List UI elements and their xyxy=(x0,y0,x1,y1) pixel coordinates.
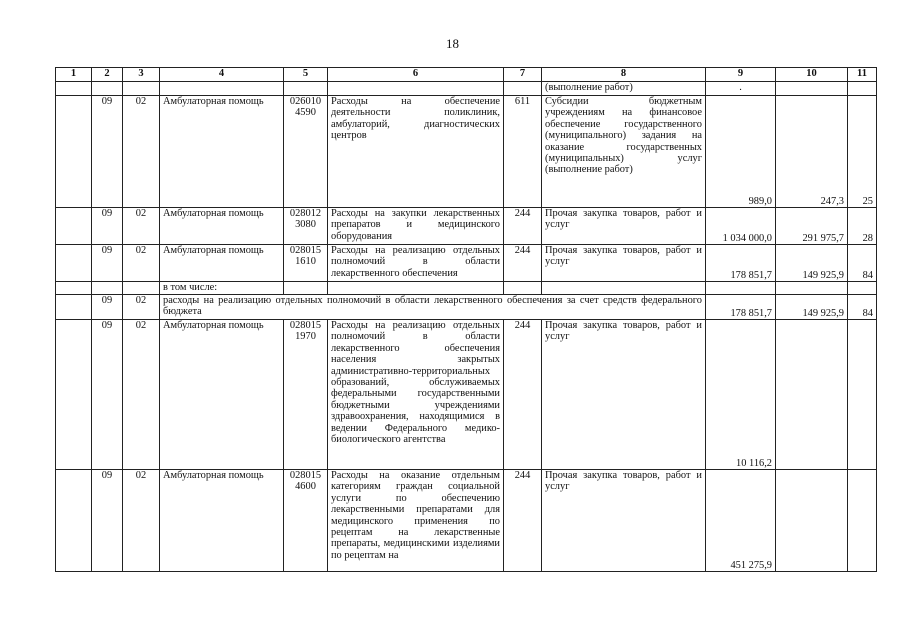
cell-name: Амбулаторная помощь xyxy=(160,320,284,470)
cell-description: Расходы на закупки лекарственных препаратов и медицинского оборудования xyxy=(328,208,504,245)
cell-name: Амбулаторная помощь xyxy=(160,208,284,245)
cell-amount: . xyxy=(706,82,776,96)
cell-name: Амбулаторная помощь xyxy=(160,245,284,282)
cell-expense-code: 611 xyxy=(504,96,542,208)
cell-subsection: 02 xyxy=(123,245,160,282)
budget-table xyxy=(55,67,877,572)
col-header: 4 xyxy=(160,68,284,82)
cell-section: 09 xyxy=(92,320,123,470)
table-row xyxy=(56,295,877,320)
cell-expense-code: 244 xyxy=(504,208,542,245)
cell-amount-actual xyxy=(776,470,848,572)
cell-amount-actual xyxy=(776,320,848,470)
col-header: 9 xyxy=(706,68,776,82)
cell-percent xyxy=(848,320,877,470)
cell-subsection: 02 xyxy=(123,295,160,320)
cell-description: Расходы на реализацию отдельных полномочий в области лекарственного обеспечения населения закрытых административно-территориальных образований, обслуживаемых федеральными государственными бюджетными учреждениями здравоохранения, находящимися в ведении Федерального медико-биологического агентства xyxy=(328,320,504,470)
cell-subsection: 02 xyxy=(123,96,160,208)
cell-name: Амбулаторная помощь xyxy=(160,96,284,208)
cell-expense-type: (выполнение работ) xyxy=(542,82,706,96)
cell-subsection: 02 xyxy=(123,208,160,245)
cell-section: 09 xyxy=(92,245,123,282)
cell-expense-code: 244 xyxy=(504,245,542,282)
cell-percent: 28 xyxy=(848,208,877,245)
including-label: в том числе: xyxy=(160,282,284,295)
cell-target-code: 028015 4600 xyxy=(284,470,328,572)
cell-section: 09 xyxy=(92,470,123,572)
cell-description: Расходы на оказание отдельным категориям граждан социальной услуги по обеспечению лекарственными препаратами для медицинского применения по рецептам на лекарственные препараты, медицинскими изделиями по рецептам на xyxy=(328,470,504,572)
cell-amount-actual: 149 925,9 xyxy=(776,295,848,320)
cell-expense-type: Прочая закупка товаров, работ и услуг xyxy=(542,245,706,282)
cell-amount-plan: 178 851,7 xyxy=(706,245,776,282)
cell-name: Амбулаторная помощь xyxy=(160,470,284,572)
col-header: 3 xyxy=(123,68,160,82)
cell-amount-plan: 178 851,7 xyxy=(706,295,776,320)
header-row xyxy=(56,68,877,82)
cell-expense-code: 244 xyxy=(504,470,542,572)
cell-description: Расходы на обеспечение деятельности поликлиник, амбулаторий, диагностических центров xyxy=(328,96,504,208)
cell-expense-type: Прочая закупка товаров, работ и услуг xyxy=(542,208,706,245)
table-row xyxy=(56,282,877,295)
col-header: 6 xyxy=(328,68,504,82)
col-header: 7 xyxy=(504,68,542,82)
col-header: 10 xyxy=(776,68,848,82)
cell-target-code: 028015 1610 xyxy=(284,245,328,282)
table-row xyxy=(56,320,877,470)
cell-expense-code: 244 xyxy=(504,320,542,470)
page-number: 18 xyxy=(446,36,459,51)
cell-section: 09 xyxy=(92,295,123,320)
col-header: 5 xyxy=(284,68,328,82)
cell-section: 09 xyxy=(92,208,123,245)
cell-subsection: 02 xyxy=(123,470,160,572)
cell-amount-plan: 989,0 xyxy=(706,96,776,208)
cell-description: Расходы на реализацию отдельных полномочий в области лекарственного обеспечения xyxy=(328,245,504,282)
cell-amount-plan: 451 275,9 xyxy=(706,470,776,572)
cell-expense-type: Прочая закупка товаров, работ и услуг xyxy=(542,320,706,470)
cell-target-code: 028012 3080 xyxy=(284,208,328,245)
cell-subsection: 02 xyxy=(123,320,160,470)
cell-percent: 25 xyxy=(848,96,877,208)
cell-target-code: 028015 1970 xyxy=(284,320,328,470)
cell-percent: 84 xyxy=(848,245,877,282)
cell-percent: 84 xyxy=(848,295,877,320)
cell-expense-type: Субсидии бюджетным учреждениям на финансовое обеспечение государственного (муниципального) задания на оказание государственных (муниципальных) услуг (выполнение работ) xyxy=(542,96,706,208)
cell-expense-type: Прочая закупка товаров, работ и услуг xyxy=(542,470,706,572)
cell-percent xyxy=(848,470,877,572)
table-row xyxy=(56,82,877,96)
table-row xyxy=(56,470,877,572)
col-header: 1 xyxy=(56,68,92,82)
cell-amount-actual: 149 925,9 xyxy=(776,245,848,282)
cell-target-code: 026010 4590 xyxy=(284,96,328,208)
table-row xyxy=(56,96,877,208)
cell-amount-plan: 1 034 000,0 xyxy=(706,208,776,245)
table-row xyxy=(56,208,877,245)
cell-section: 09 xyxy=(92,96,123,208)
cell-amount-actual: 291 975,7 xyxy=(776,208,848,245)
table-row xyxy=(56,245,877,282)
cell-federal-description: расходы на реализацию отдельных полномочий в области лекарственного обеспечения за счет средств федерального бюджета xyxy=(160,295,706,320)
col-header: 2 xyxy=(92,68,123,82)
cell-amount-actual: 247,3 xyxy=(776,96,848,208)
cell-amount-plan: 10 116,2 xyxy=(706,320,776,470)
col-header: 11 xyxy=(848,68,877,82)
col-header: 8 xyxy=(542,68,706,82)
